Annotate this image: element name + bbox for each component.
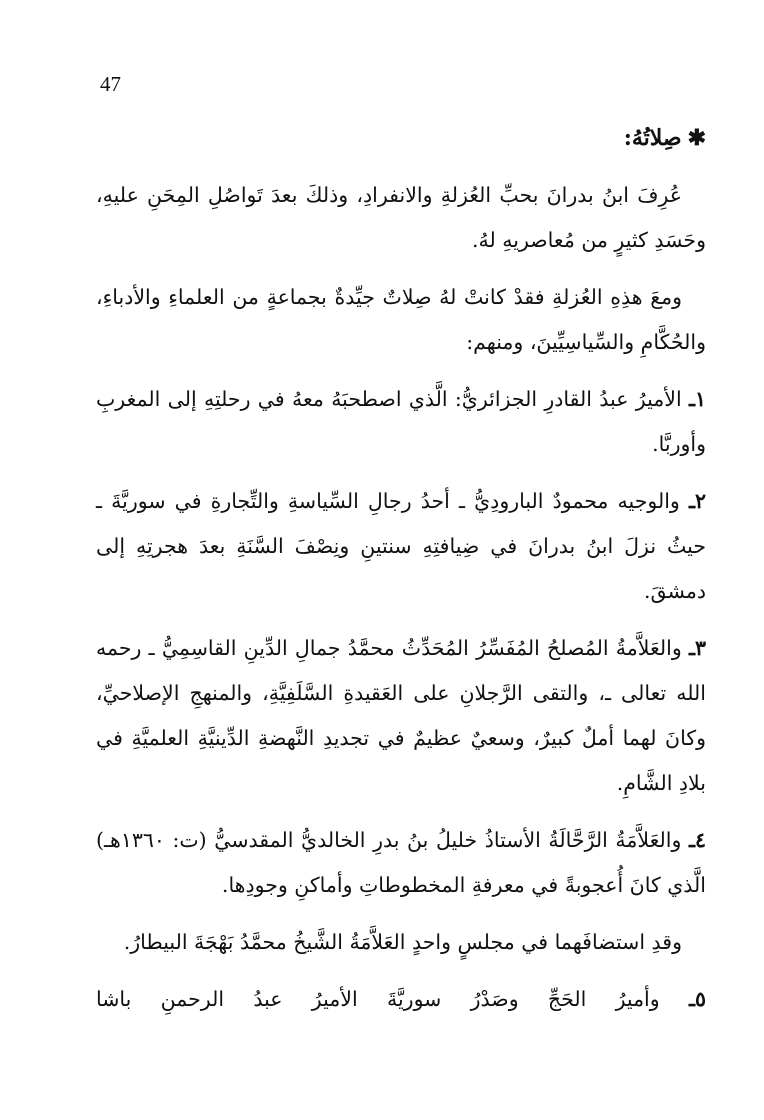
list-item-1 [96, 377, 706, 467]
list-item-text: الأميرُ عبدُ القادرِ الجزائريُّ: الَّذي اصطحبَهُ معهُ في رحلتِهِ إلى المغربِ وأوربَّا. [96, 387, 706, 456]
section-heading [96, 116, 706, 161]
list-item-text: وأميرُ الحَجِّ وصَدْرُ سوريَّةَ الأميرُ عبدُ الرحمنِ باشا [96, 987, 660, 1011]
section-heading-text: صِلاتُهُ: [623, 125, 682, 151]
list-item-number: ٥ـ [688, 987, 706, 1011]
page-number: 47 [100, 72, 121, 96]
list-item-text: والوجيه محمودٌ البارودِيُّ ـ أحدُ رجالِ السِّياسةِ والتِّجارةِ في سوريَّةَ ـ حيثُ نزلَ ابنُ بدرانَ في ضِيافتِهِ سنتينِ ونِصْفَ السَّنَةِ بعدَ هجرتِهِ إلى دمشقَ. [96, 489, 706, 603]
list-item-5 [96, 977, 706, 1022]
list-item-number: ٢ـ [688, 489, 706, 513]
list-item-number: ١ـ [688, 387, 706, 411]
asterisk-icon: ✱ [687, 125, 706, 151]
list-item-4 [96, 818, 706, 908]
list-item-number: ٣ـ [688, 636, 706, 660]
list-item-2 [96, 479, 706, 614]
list-item-text: والعَلاَّمةُ المُصلحُ المُفَسِّرُ المُحَدِّثُ محمَّدُ جمالِ الدِّينِ القاسِمِيُّ ـ رحمه الله تعالى ـ، والتقى الرَّجلانِ على العَقيدةِ السَّلَفِيَّةِ، والمنهجِ الإصلاحيِّ، وكانَ لهما أملٌ كبيرٌ، وسعيٌ عظيمٌ في تجديدِ النَّهضةِ الدِّينيَّةِ العلميَّةِ في بلادِ الشَّامِ. [96, 636, 706, 795]
page-body [96, 116, 706, 1022]
list-item-3 [96, 626, 706, 806]
list-item-text: والعَلاَّمَةُ الرَّحَّالَةُ الأستاذُ خليلُ بنُ بدرِ الخالديُّ المقدسيُّ (ت: ١٣٦٠هـ) الَّذي كانَ أُعجوبةً في معرفةِ المخطوطاتِ وأماكنِ وجودِها. [96, 828, 706, 897]
list-item-number: ٤ـ [688, 828, 706, 852]
paragraph-relations: ومعَ هذِهِ العُزلةِ فقدْ كانتْ لهُ صِلاتٌ جيِّدةٌ بجماعةٍ من العلماءِ والأدباءِ، والحُكَّامِ والسِّياسِيِّينَ، ومنهم: [96, 285, 706, 354]
paragraph-hosting: وقدِ استضافَهما في مجلسٍ واحدٍ العَلاَّمَةُ الشَّيخُ محمَّدُ بَهْجَةَ البيطارُ. [123, 930, 682, 954]
paragraph-isolation: عُرِفَ ابنُ بدرانَ بحبِّ العُزلةِ والانفرادِ، وذلكَ بعدَ تَواصُلِ المِحَنِ عليهِ، وحَسَدِ كثيرٍ من مُعاصريهِ لهُ. [96, 183, 706, 252]
